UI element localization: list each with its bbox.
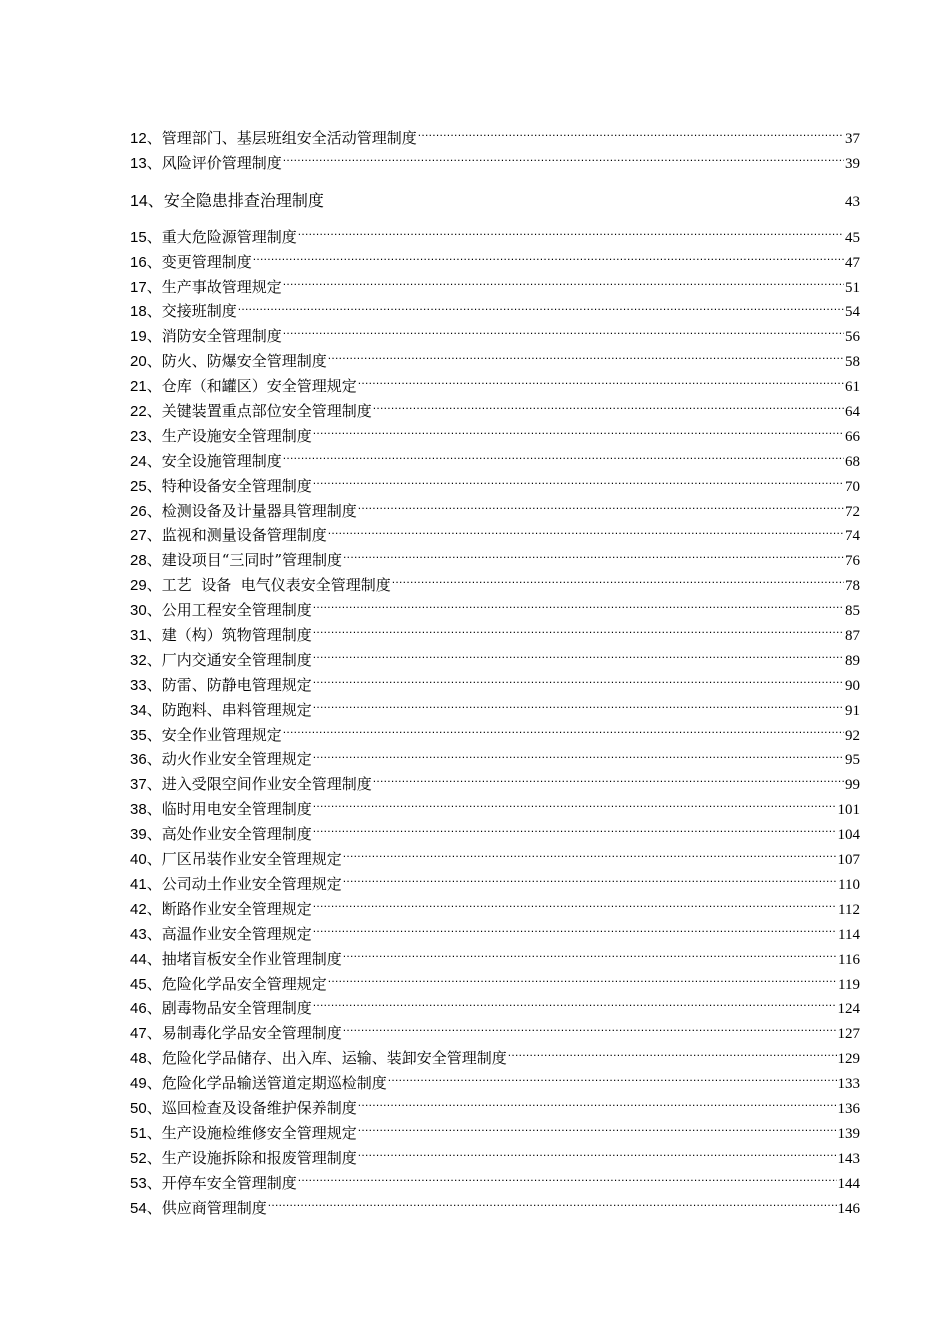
- toc-entry-number: 44: [130, 950, 147, 968]
- toc-dot-leader: [313, 999, 837, 1013]
- toc-entry-page-number: 143: [837, 1150, 860, 1167]
- toc-entry[interactable]: [130, 548, 860, 573]
- toc-entry-title: 临时用电安全管理制度: [161, 800, 312, 819]
- toc-entry[interactable]: [130, 399, 860, 424]
- toc-entry-separator: 、: [146, 1148, 162, 1167]
- toc-entry-title: 管理部门、基层班组安全活动管理制度: [161, 129, 417, 147]
- toc-entry-separator: 、: [146, 129, 162, 147]
- toc-entry-separator: 、: [146, 949, 162, 968]
- toc-entry-separator: 、: [146, 352, 162, 371]
- toc-dot-leader: [238, 302, 844, 316]
- toc-entry[interactable]: [130, 847, 860, 872]
- toc-entry[interactable]: [130, 972, 860, 997]
- toc-entry-separator: 、: [146, 576, 162, 595]
- toc-entry-page-number: 89: [845, 652, 860, 669]
- toc-dot-leader: [328, 975, 837, 989]
- toc-entry-separator: 、: [146, 551, 162, 570]
- toc-dot-leader: [313, 701, 844, 715]
- toc-entry-page-number: 107: [837, 852, 860, 869]
- toc-dot-leader: [358, 1149, 837, 1163]
- toc-dot-leader: [313, 925, 837, 939]
- toc-entry-number: 48: [130, 1050, 147, 1068]
- toc-entry[interactable]: [130, 523, 860, 548]
- toc-dot-leader: [283, 327, 844, 341]
- toc-entry[interactable]: [130, 872, 860, 897]
- toc-entry-title: 安全隐患排查治理制度: [163, 190, 324, 210]
- toc-entry-separator: 、: [146, 675, 162, 694]
- toc-entry-number: 47: [130, 1025, 147, 1043]
- toc-entry-page-number: 101: [837, 802, 860, 819]
- toc-entry-number: 20: [130, 353, 147, 371]
- toc-entry-title: 厂内交通安全管理制度: [161, 650, 312, 669]
- toc-entry[interactable]: [130, 250, 860, 275]
- toc-entry-page-number: 129: [837, 1051, 860, 1068]
- toc-entry-separator: 、: [146, 1123, 162, 1142]
- toc-entry-separator: 、: [146, 426, 162, 445]
- toc-dot-leader: [298, 1174, 837, 1188]
- toc-entry-page-number: 95: [845, 752, 860, 769]
- toc-entry[interactable]: [130, 449, 860, 474]
- toc-entry-page-number: 110: [838, 876, 860, 893]
- toc-entry-separator: 、: [146, 501, 162, 520]
- toc-entry-number: 24: [130, 452, 147, 470]
- toc-entry-number: 49: [130, 1075, 147, 1093]
- toc-dot-leader: [268, 1199, 837, 1213]
- toc-entry-number: 17: [130, 278, 147, 296]
- toc-entry[interactable]: [130, 499, 860, 524]
- toc-entry-number: 29: [130, 577, 147, 595]
- toc-entry-number: 38: [130, 801, 147, 819]
- toc-entry[interactable]: [130, 822, 860, 847]
- toc-entry[interactable]: [130, 747, 860, 772]
- toc-entry-number: 52: [130, 1149, 147, 1167]
- toc-entry-page-number: 47: [845, 254, 860, 271]
- table-of-contents: [130, 126, 860, 1220]
- toc-entry[interactable]: [130, 598, 860, 623]
- toc-entry-separator: 、: [146, 377, 162, 396]
- toc-dot-leader: [283, 154, 844, 168]
- toc-entry[interactable]: [130, 1171, 860, 1196]
- toc-entry-number: 14: [130, 192, 148, 210]
- toc-entry-title: 易制毒化学品安全管理制度: [161, 1024, 342, 1043]
- toc-entry-title: 安全设施管理制度: [161, 451, 282, 470]
- toc-dot-leader: [313, 651, 844, 665]
- toc-dot-leader: [343, 551, 844, 565]
- toc-entry[interactable]: [130, 1146, 860, 1171]
- toc-entry-number: 30: [130, 602, 147, 620]
- toc-entry-number: 53: [130, 1174, 147, 1192]
- toc-entry-separator: 、: [146, 526, 162, 545]
- toc-entry-title: 建（构）筑物管理制度: [161, 626, 312, 645]
- toc-entry-separator: 、: [146, 1173, 162, 1192]
- toc-entry-title: 重大危险源管理制度: [161, 227, 297, 246]
- toc-entry-title: 生产设施安全管理制度: [161, 426, 312, 445]
- toc-entry-number: 19: [130, 328, 147, 346]
- toc-entry-title: 供应商管理制度: [161, 1198, 267, 1217]
- toc-dot-leader: [313, 477, 844, 491]
- toc-entry-number: 51: [130, 1124, 147, 1142]
- toc-entry-number: 31: [130, 627, 147, 645]
- toc-entry[interactable]: [130, 1046, 860, 1071]
- toc-entry-page-number: 133: [837, 1076, 860, 1093]
- toc-dot-leader: [358, 1124, 837, 1138]
- toc-entry[interactable]: [130, 1021, 860, 1046]
- toc-entry-page-number: 64: [845, 404, 860, 421]
- toc-dot-leader: [283, 726, 844, 740]
- toc-entry-title: 厂区吊装作业安全管理规定: [161, 850, 342, 869]
- toc-dot-leader: [313, 800, 837, 814]
- toc-entry-number: 25: [130, 477, 147, 495]
- toc-entry-title: 风险评价管理制度: [161, 153, 282, 172]
- toc-dot-leader: [392, 576, 844, 590]
- toc-entry-number: 27: [130, 527, 147, 545]
- toc-entry-page-number: 91: [845, 702, 860, 719]
- toc-entry-number: 35: [130, 726, 147, 744]
- toc-entry-title: 仓库（和罐区）安全管理规定: [161, 377, 357, 396]
- toc-entry-title: 生产设施检维修安全管理规定: [161, 1123, 357, 1142]
- toc-dot-leader: [388, 1074, 837, 1088]
- toc-entry[interactable]: [130, 772, 860, 797]
- toc-entry-number: 32: [130, 651, 147, 669]
- toc-dot-leader: [283, 278, 844, 292]
- toc-entry-number: 37: [130, 776, 147, 794]
- toc-entry-page-number: 87: [845, 628, 860, 645]
- toc-entry-number: 41: [130, 875, 147, 893]
- toc-entry-separator: 、: [146, 1024, 162, 1043]
- toc-entry-separator: 、: [146, 650, 162, 669]
- toc-entry-number: 22: [130, 403, 147, 421]
- toc-entry-page-number: 54: [845, 304, 860, 321]
- toc-dot-leader: [313, 825, 837, 839]
- toc-dot-leader: [313, 900, 837, 914]
- toc-entry-separator: 、: [146, 725, 162, 744]
- toc-entry-number: 54: [130, 1199, 147, 1217]
- toc-entry[interactable]: [130, 897, 860, 922]
- toc-entry-title: 防雷、防静电管理规定: [161, 675, 312, 694]
- toc-entry-number: 36: [130, 751, 147, 769]
- toc-dot-leader: [343, 850, 837, 864]
- toc-entry-separator: 、: [146, 327, 162, 346]
- toc-entry-page-number: 92: [845, 727, 860, 744]
- toc-entry-page-number: 146: [837, 1200, 860, 1217]
- toc-entry-title: 工艺 设备 电气仪表安全管理制度: [161, 576, 391, 595]
- toc-entry[interactable]: [130, 1071, 860, 1096]
- toc-dot-leader: [358, 377, 844, 391]
- toc-entry-separator: 、: [146, 1198, 162, 1217]
- toc-entry-page-number: 56: [845, 329, 860, 346]
- toc-entry-separator: 、: [146, 227, 162, 246]
- toc-entry[interactable]: [130, 275, 860, 300]
- toc-entry-number: 16: [130, 253, 147, 271]
- toc-entry-title: 公用工程安全管理制度: [161, 601, 312, 620]
- toc-entry[interactable]: [130, 698, 860, 723]
- toc-entry-title: 危险化学品储存、出入库、运输、装卸安全管理制度: [161, 1049, 507, 1068]
- toc-entry-page-number: 51: [845, 279, 860, 296]
- toc-entry-page-number: 139: [837, 1125, 860, 1142]
- toc-entry[interactable]: [130, 723, 860, 748]
- toc-entry-title: 消防安全管理制度: [161, 327, 282, 346]
- toc-entry[interactable]: [130, 299, 860, 324]
- toc-dot-leader: [358, 1099, 837, 1113]
- toc-entry[interactable]: [130, 374, 860, 399]
- toc-entry-page-number: 76: [845, 553, 860, 570]
- toc-entry-number: 21: [130, 378, 147, 396]
- toc-entry-separator: 、: [146, 924, 162, 943]
- toc-entry-separator: 、: [146, 277, 162, 296]
- toc-entry-number: 23: [130, 427, 147, 445]
- toc-dot-leader: [325, 192, 844, 206]
- toc-entry-page-number: 58: [845, 354, 860, 371]
- toc-dot-leader: [358, 502, 844, 516]
- toc-entry-page-number: 99: [845, 777, 860, 794]
- toc-entry-separator: 、: [146, 700, 162, 719]
- toc-entry-separator: 、: [146, 153, 162, 172]
- toc-entry-number: 18: [130, 303, 147, 321]
- toc-entry-title: 开停车安全管理制度: [161, 1173, 297, 1192]
- toc-entry-number: 50: [130, 1099, 147, 1117]
- toc-entry[interactable]: [130, 126, 860, 151]
- toc-entry-separator: 、: [146, 1098, 162, 1117]
- toc-entry-separator: 、: [146, 626, 162, 645]
- toc-entry-title: 关键装置重点部位安全管理制度: [161, 402, 372, 421]
- toc-dot-leader: [253, 253, 844, 267]
- toc-entry-page-number: 124: [837, 1001, 860, 1018]
- toc-entry-title: 生产事故管理规定: [161, 277, 282, 296]
- toc-entry[interactable]: [130, 324, 860, 349]
- toc-entry-page-number: 70: [845, 478, 860, 495]
- toc-entry-title: 巡回检查及设备维护保养制度: [161, 1098, 357, 1117]
- toc-entry-title: 生产设施拆除和报废管理制度: [161, 1148, 357, 1167]
- toc-entry-separator: 、: [146, 1074, 162, 1093]
- toc-entry-title: 公司动土作业安全管理规定: [161, 874, 342, 893]
- toc-entry[interactable]: [130, 151, 860, 176]
- toc-dot-leader: [508, 1049, 837, 1063]
- toc-dot-leader: [313, 676, 844, 690]
- toc-entry-separator: 、: [146, 800, 162, 819]
- toc-entry-title: 防火、防爆安全管理制度: [161, 352, 327, 371]
- toc-entry-page-number: 61: [845, 379, 860, 396]
- toc-entry-page-number: 43: [845, 193, 860, 210]
- toc-entry-number: 46: [130, 1000, 147, 1018]
- toc-entry-separator: 、: [146, 850, 162, 869]
- toc-entry[interactable]: [130, 1121, 860, 1146]
- toc-entry-separator: 、: [147, 190, 164, 210]
- toc-entry-title: 危险化学品安全管理规定: [161, 974, 327, 993]
- toc-entry-number: 45: [130, 975, 147, 993]
- toc-dot-leader: [343, 875, 837, 889]
- toc-entry[interactable]: [130, 947, 860, 972]
- toc-entry-separator: 、: [146, 601, 162, 620]
- toc-entry-number: 12: [130, 130, 147, 147]
- toc-dot-leader: [343, 1024, 837, 1038]
- toc-entry[interactable]: [130, 474, 860, 499]
- toc-entry[interactable]: [130, 1096, 860, 1121]
- toc-entry-page-number: 39: [845, 155, 860, 172]
- toc-entry-number: 39: [130, 826, 147, 844]
- toc-entry-title: 特种设备安全管理制度: [161, 476, 312, 495]
- toc-entry-number: 28: [130, 552, 147, 570]
- toc-entry-separator: 、: [146, 775, 162, 794]
- toc-entry-page-number: 144: [837, 1175, 860, 1192]
- toc-entry-page-number: 85: [845, 603, 860, 620]
- toc-entry-page-number: 37: [845, 131, 860, 147]
- toc-entry[interactable]: [130, 176, 860, 225]
- toc-entry-number: 13: [130, 154, 147, 172]
- toc-dot-leader: [373, 775, 844, 789]
- toc-entry-page-number: 74: [845, 528, 860, 545]
- toc-entry[interactable]: [130, 797, 860, 822]
- toc-entry-number: 15: [130, 228, 147, 246]
- toc-entry-page-number: 104: [837, 827, 860, 844]
- toc-entry-page-number: 127: [837, 1026, 860, 1043]
- toc-dot-leader: [313, 427, 844, 441]
- toc-dot-leader: [283, 452, 844, 466]
- toc-entry-title: 断路作业安全管理规定: [161, 899, 312, 918]
- toc-entry-separator: 、: [146, 451, 162, 470]
- toc-entry-page-number: 66: [845, 428, 860, 445]
- toc-entry-separator: 、: [146, 750, 162, 769]
- toc-entry[interactable]: [130, 996, 860, 1021]
- toc-dot-leader: [313, 626, 844, 640]
- toc-entry[interactable]: [130, 1196, 860, 1221]
- toc-entry-separator: 、: [146, 825, 162, 844]
- toc-entry-title: 安全作业管理规定: [161, 725, 282, 744]
- toc-entry-number: 26: [130, 502, 147, 520]
- toc-dot-leader: [313, 750, 844, 764]
- toc-entry[interactable]: [130, 648, 860, 673]
- toc-entry-separator: 、: [146, 974, 162, 993]
- toc-dot-leader: [328, 352, 844, 366]
- toc-entry-page-number: 68: [845, 453, 860, 470]
- toc-entry-separator: 、: [146, 252, 162, 271]
- toc-entry-title: 检测设备及计量器具管理制度: [161, 501, 357, 520]
- toc-entry-separator: 、: [146, 402, 162, 421]
- toc-entry-page-number: 116: [838, 951, 860, 968]
- toc-entry-separator: 、: [146, 476, 162, 495]
- toc-entry-title: 防跑料、串料管理规定: [161, 700, 312, 719]
- toc-entry-separator: 、: [146, 302, 162, 321]
- toc-entry-number: 40: [130, 851, 147, 869]
- toc-dot-leader: [373, 402, 844, 416]
- toc-entry[interactable]: [130, 922, 860, 947]
- toc-entry-title: 建设项目“三同时”管理制度: [161, 551, 343, 570]
- toc-entry-separator: 、: [146, 899, 162, 918]
- toc-entry-number: 34: [130, 701, 147, 719]
- toc-entry-number: 42: [130, 900, 147, 918]
- toc-entry[interactable]: [130, 573, 860, 598]
- toc-entry[interactable]: [130, 673, 860, 698]
- toc-entry-number: 33: [130, 676, 147, 694]
- toc-entry-number: 43: [130, 925, 147, 943]
- toc-entry[interactable]: [130, 623, 860, 648]
- toc-entry-title: 剧毒物品安全管理制度: [161, 999, 312, 1018]
- toc-dot-leader: [418, 129, 844, 143]
- toc-entry[interactable]: [130, 225, 860, 250]
- toc-entry-page-number: 45: [845, 229, 860, 246]
- toc-entry-page-number: 119: [838, 976, 860, 993]
- toc-entry-page-number: 90: [845, 677, 860, 694]
- toc-entry-page-number: 72: [845, 503, 860, 520]
- toc-entry-title: 交接班制度: [161, 302, 237, 321]
- toc-entry[interactable]: [130, 424, 860, 449]
- toc-dot-leader: [313, 601, 844, 615]
- toc-entry-title: 抽堵盲板安全作业管理制度: [161, 949, 342, 968]
- toc-entry-title: 进入受限空间作业安全管理制度: [161, 775, 372, 794]
- toc-entry-title: 高温作业安全管理规定: [161, 924, 312, 943]
- toc-entry-page-number: 136: [837, 1100, 860, 1117]
- toc-entry-separator: 、: [146, 874, 162, 893]
- toc-dot-leader: [328, 526, 844, 540]
- toc-entry-separator: 、: [146, 999, 162, 1018]
- toc-entry-page-number: 112: [838, 901, 860, 918]
- toc-entry-page-number: 114: [838, 926, 860, 943]
- toc-entry-page-number: 78: [845, 578, 860, 595]
- toc-entry-title: 变更管理制度: [161, 252, 252, 271]
- toc-entry-separator: 、: [146, 1049, 162, 1068]
- toc-entry-title: 监视和测量设备管理制度: [161, 526, 327, 545]
- toc-dot-leader: [298, 228, 844, 242]
- toc-dot-leader: [343, 950, 837, 964]
- toc-entry-title: 高处作业安全管理制度: [161, 825, 312, 844]
- toc-entry-title: 危险化学品输送管道定期巡检制度: [161, 1074, 387, 1093]
- toc-entry[interactable]: [130, 349, 860, 374]
- toc-entry-title: 动火作业安全管理规定: [161, 750, 312, 769]
